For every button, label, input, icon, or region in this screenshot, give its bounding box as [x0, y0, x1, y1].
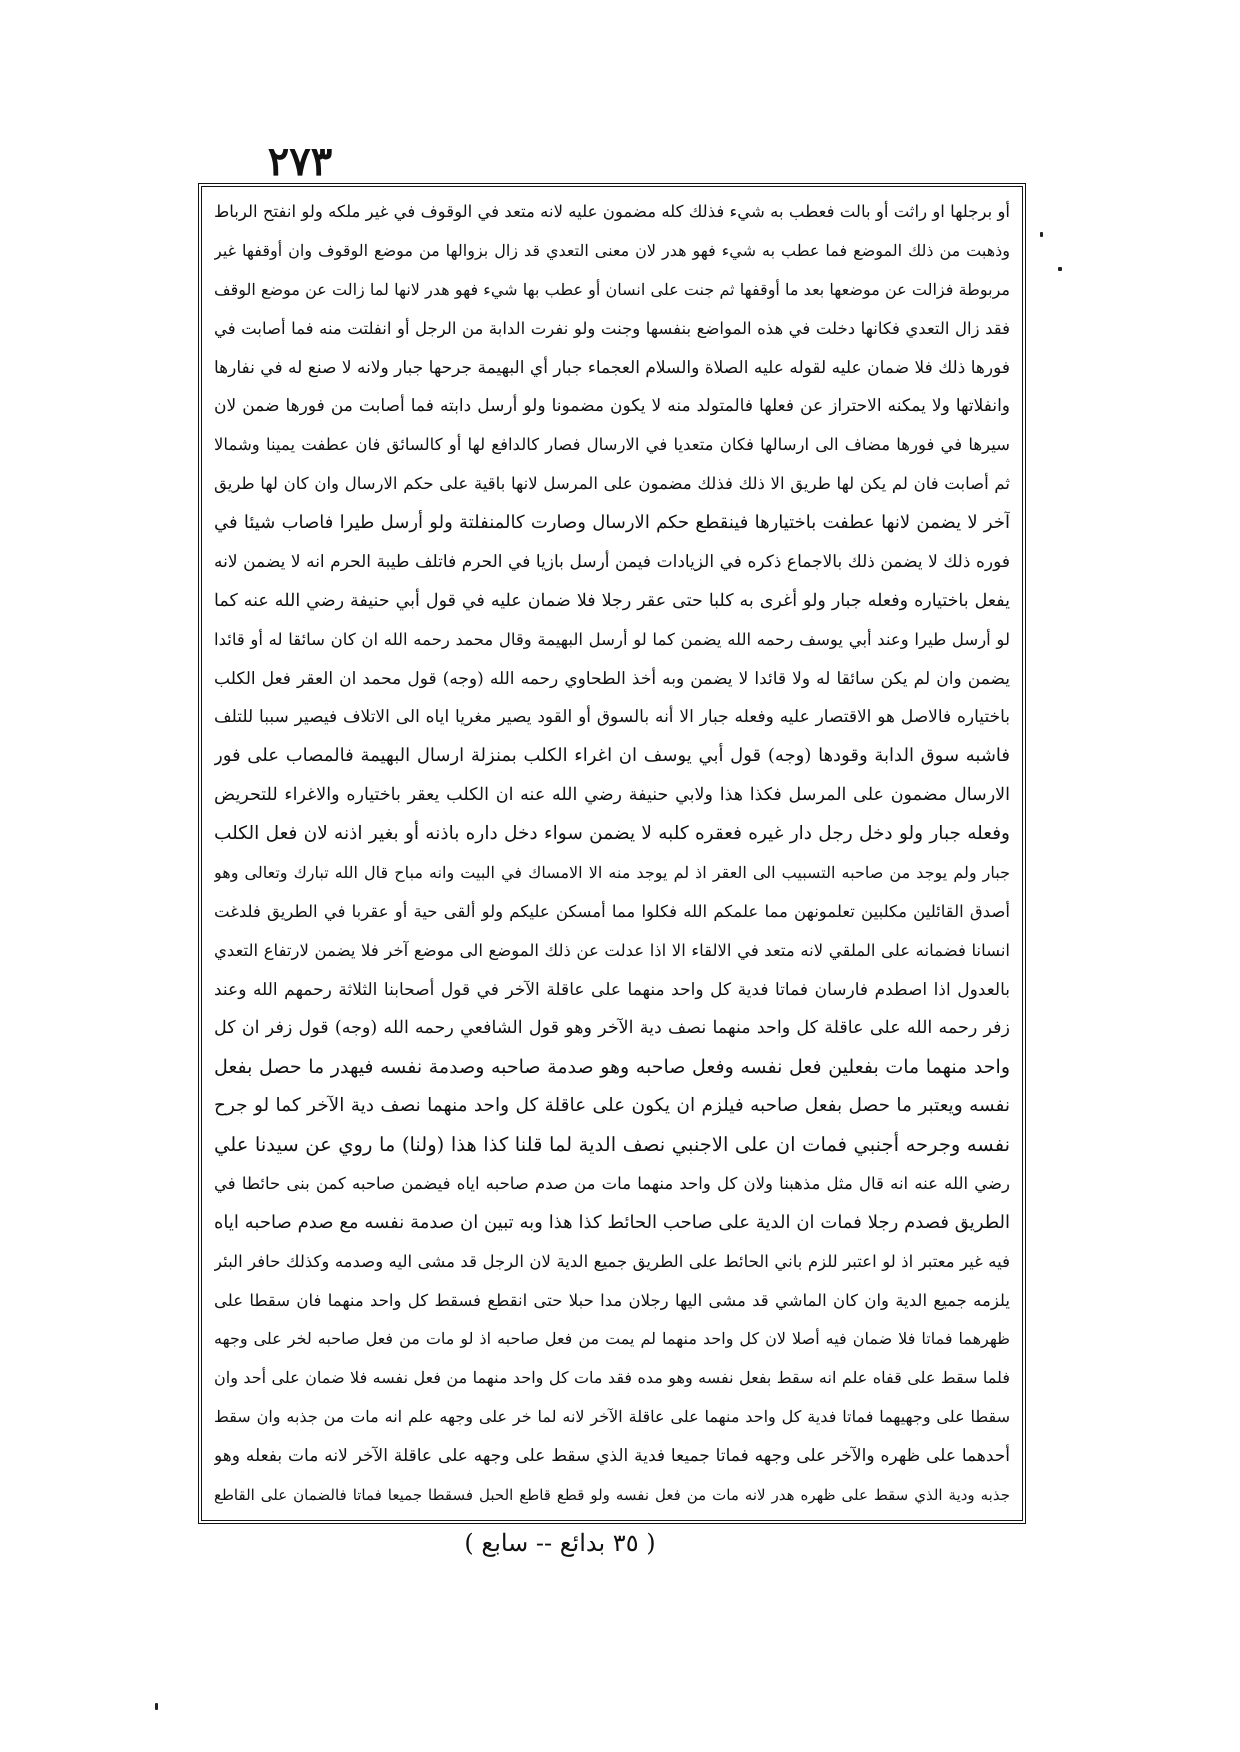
- text-line: سقطا على وجهيهما فماتا فدية كل واحد منهما على عاقلة الآخر لانه لما خر على وجهه علم انه مات من جذبه وان سقط: [214, 1407, 1010, 1427]
- text-line: فاشبه سوق الدابة وقودها (وجه) قول أبي يوسف ان اغراء الكلب بمنزلة ارسال البهيمة فالمصاب على فور: [214, 745, 1010, 767]
- text-frame: [198, 183, 1026, 1524]
- text-line: أو برجلها او راثت أو بالت فعطب به شيء فذلك كله مضمون عليه لانه متعد في الوقوف في غير ملكه ولو انفتح الرباط: [214, 202, 1010, 221]
- text-line: بالعدول اذا اصطدم فارسان فماتا فدية كل واحد منهما على عاقلة الآخر في قول أصحابنا الثلاثة رحمهم الله وعند: [214, 979, 1010, 1000]
- text-line: وذهبت من ذلك الموضع فما عطب به شيء فهو هدر لان معنى التعدي قد زال بزوالها من موضع الوقوف وان أوقفها غير: [214, 240, 1010, 260]
- text-line: جبار ولم يوجد من صاحبه التسبيب الى العقر اذ لم يوجد منه الا الامساك في البيت وانه مباح قال الله تبارك وتعالى وهو: [214, 862, 1010, 882]
- text-line: يلزمه جميع الدية وان كان الماشي قد مشى اليها رجلان مدا حبلا حتى انقطع فسقط كل واحد منهما فان سقطا على: [214, 1290, 1010, 1310]
- signature-mark: ( ٣٥ بدائع -- سابع ): [464, 1529, 656, 1557]
- margin-mark: [1040, 232, 1043, 237]
- text-line: وانفلاتها ولا يمكنه الاحتراز عن فعلها فالمتولد منه لا يكون مضمونا ولو أرسل دابته فما أصابت من فورها ضمن لان: [214, 396, 1010, 417]
- text-line: الطريق فصدم رجلا فمات ان الدية على صاحب الحائط كذا هذا وبه تبين ان صدمة نفسه مع صدم صاحبه اياه: [214, 1211, 1010, 1233]
- main-text: [214, 197, 1010, 1510]
- text-line: ثم أصابت فان لم يكن لها طريق الا ذلك فذلك مضمون على المرسل لانها باقية على حكم الارسال وان كان لها طريق: [214, 474, 1010, 494]
- text-line: وفعله جبار ولو دخل رجل دار غيره فعقره كلبه لا يضمن سواء دخل داره باذنه أو بغير اذنه لان فعل الكلب: [214, 823, 1010, 844]
- text-line: نفسه وجرحه أجنبي فمات ان على الاجنبي نصف الدية لما قلنا كذا هذا (ولنا) ما روي عن سيدنا علي: [214, 1133, 1010, 1156]
- text-line: واحد منهما مات بفعلين فعل نفسه وفعل صاحبه وهو صدمة صاحبه وصدمة نفسه فيهدر ما حصل بفعل: [214, 1056, 1010, 1079]
- text-line: لو أرسل طيرا وعند أبي يوسف رحمه الله يضمن كما لو أرسل البهيمة وقال محمد رحمه الله ان كان سائقا له أو قائدا: [214, 629, 1010, 649]
- page-number: ٢٧٣: [267, 138, 333, 185]
- text-line: فيه غير معتبر اذ لو اعتبر للزم باني الحائط على الطريق جميع الدية لان الرجل قد مشى اليه وصدمه وكذلك حافر البئر: [214, 1251, 1010, 1271]
- text-line: سيرها في فورها مضاف الى ارسالها فكان متعديا في الارسال فصار كالدافع لها أو كالسائق فان عطفت يمينا وشمالا: [214, 435, 1010, 455]
- text-line: نفسه ويعتبر ما حصل بفعل صاحبه فيلزم ان يكون على عاقلة كل واحد منهما نصف دية الآخر كما لو جرح: [214, 1095, 1010, 1117]
- text-line: انسانا فضمانه على الملقي لانه متعد في الالقاء الا اذا عدلت عن ذلك الموضع الى موضع آخر فلا يضمن لارتفاع التعدي: [214, 940, 1010, 960]
- text-line: يفعل باختياره وفعله جبار ولو أغرى به كلبا حتى عقر رجلا فلا ضمان عليه في قول أبي حنيفة رضي الله عنه كما: [214, 590, 1010, 611]
- margin-mark: [1058, 267, 1062, 271]
- text-line: آخر لا يضمن لانها عطفت باختيارها فينقطع حكم الارسال وصارت كالمنفلتة ولو أرسل طيرا فاصاب شيئا في: [214, 512, 1010, 533]
- text-line: فوره ذلك لا يضمن ذلك بالاجماع ذكره في الزيادات فيمن أرسل بازيا في الحرم فاتلف طيبة الحرم انه لا يضمن لانه: [214, 551, 1010, 572]
- text-line: ظهرهما فماتا فلا ضمان فيه أصلا لان كل واحد منهما لم يمت من فعل صاحبه اذ لو مات من فعل صاحبه لخر على وجهه: [214, 1329, 1010, 1349]
- text-line: فقد زال التعدي فكانها دخلت في هذه المواضع بنفسها وجنت ولو نفرت الدابة من الرجل أو انفلتت منه فما أصابت في: [214, 318, 1010, 338]
- text-line: الارسال مضمون على المرسل فكذا هذا ولابي حنيفة رضي الله عنه ان الكلب يعقر باختياره والاغراء للتحريض: [214, 785, 1010, 806]
- text-line: فلما سقط على قفاه علم انه سقط بفعل نفسه وهو مده فقد مات كل واحد منهما من فعل نفسه فلا ضمان على أحد وان: [214, 1368, 1010, 1388]
- text-line: أصدق القائلين مكلبين تعلمونهن مما علمكم الله فكلوا مما أمسكن عليكم ولو ألقى حية أو عقربا في الطريق فلدغت: [214, 901, 1010, 921]
- text-line: رضي الله عنه انه قال مثل مذهبنا ولان كل واحد منهما مات من صدم صاحبه اياه فيضمن صاحبه كمن بنى حائطا في: [214, 1173, 1010, 1193]
- text-line: باختياره فالاصل هو الاقتصار عليه وفعله جبار الا أنه بالسوق أو القود يصير مغريا اياه الى الاتلاف فيصير سببا للتلف: [214, 707, 1010, 728]
- text-line: زفر رحمه الله على عاقلة كل واحد منهما نصف دية الآخر وهو قول الشافعي رحمه الله (وجه) قول زفر ان كل: [214, 1018, 1010, 1039]
- text-line: مربوطة فزالت عن موضعها بعد ما أوقفها ثم جنت على انسان أو عطب بها شيء فهو هدر لانها لما زالت عن موضع الوقف: [214, 279, 1010, 299]
- text-line: أحدهما على ظهره والآخر على وجهه فماتا جميعا فدية الذي سقط على وجهه على عاقلة الآخر لانه مات بفعله وهو: [214, 1446, 1010, 1466]
- text-line: جذبه ودية الذي سقط على ظهره هدر لانه مات من فعل نفسه ولو قطع قاطع الحبل فسقطا جميعا فماتا فالضمان على القاطع: [214, 1485, 1010, 1504]
- text-line: فورها ذلك فلا ضمان عليه لقوله عليه الصلاة والسلام العجماء جبار أي البهيمة جرحها جبار ولانه لا صنع له في نفارها: [214, 357, 1010, 378]
- margin-mark: [155, 1703, 158, 1710]
- text-line: يضمن وان لم يكن سائقا له ولا قائدا لا يضمن وبه أخذ الطحاوي رحمه الله (وجه) قول محمد ان العقر فعل الكلب: [214, 668, 1010, 689]
